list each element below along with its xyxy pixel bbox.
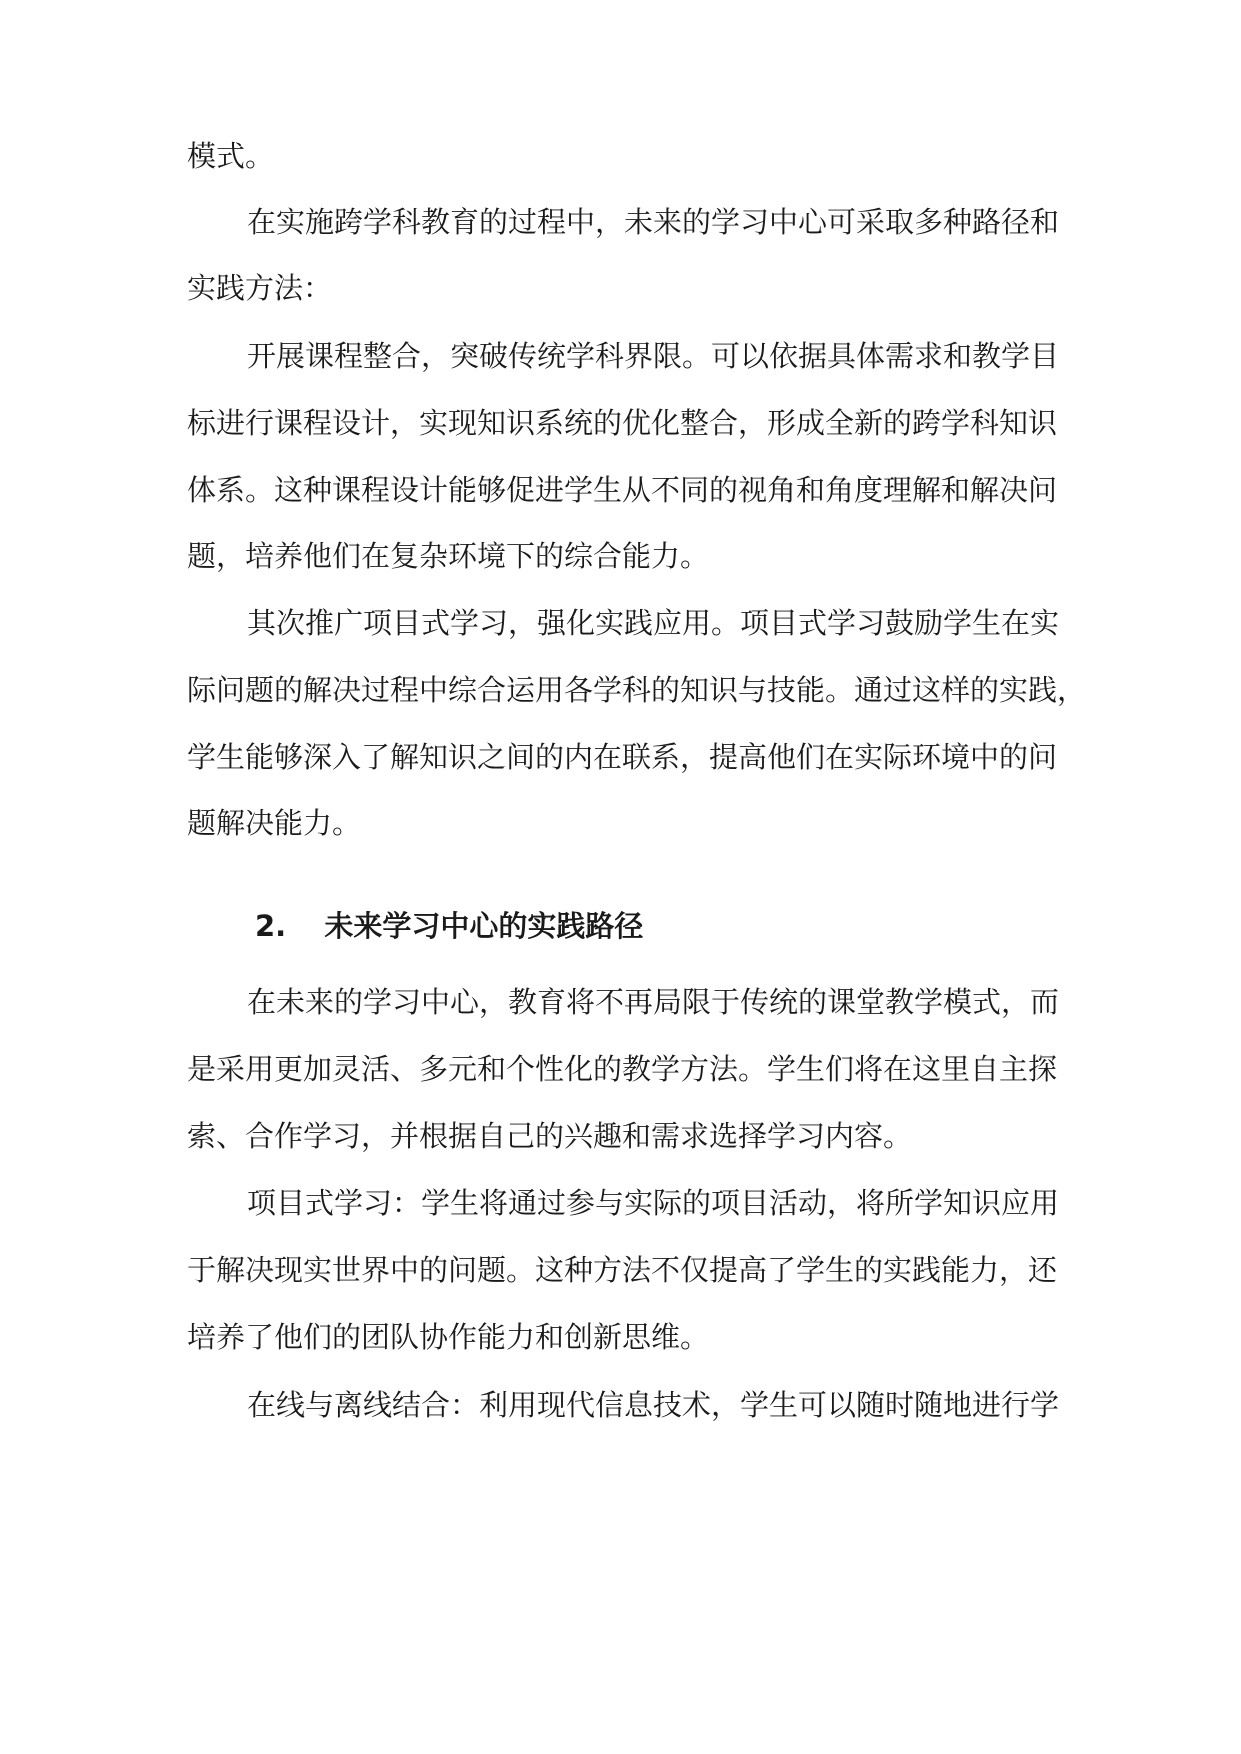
paragraph-line: 学生能够深入了解知识之间的内在联系，提高他们在实际环境中的问 <box>187 740 1058 774</box>
paragraph-line: 际问题的解决过程中综合运用各学科的知识与技能。通过这样的实践， <box>187 673 1087 707</box>
paragraph-line: 在未来的学习中心，教育将不再局限于传统的课堂教学模式，而 <box>247 985 1060 1019</box>
paragraph-line: 题解决能力。 <box>187 806 362 840</box>
paragraph-line: 体系。这种课程设计能够促进学生从不同的视角和角度理解和解决问 <box>187 473 1058 507</box>
paragraph-line: 项目式学习：学生将通过参与实际的项目活动，将所学知识应用 <box>247 1186 1060 1220</box>
paragraph-line: 是采用更加灵活、多元和个性化的教学方法。学生们将在这里自主探 <box>187 1052 1058 1086</box>
paragraph-line: 在线与离线结合：利用现代信息技术，学生可以随时随地进行学 <box>247 1388 1060 1422</box>
section-heading-title: 未来学习中心的实践路径 <box>324 909 644 943</box>
paragraph-line: 开展课程整合，突破传统学科界限。可以依据具体需求和教学目 <box>247 339 1060 373</box>
section-heading-number: 2. <box>255 909 287 943</box>
paragraph-line: 模式。 <box>187 139 275 173</box>
paragraph-line: 培养了他们的团队协作能力和创新思维。 <box>187 1320 710 1354</box>
paragraph-line: 标进行课程设计，实现知识系统的优化整合，形成全新的跨学科知识 <box>187 406 1058 440</box>
paragraph-line: 题，培养他们在复杂环境下的综合能力。 <box>187 539 710 573</box>
paragraph-line: 索、合作学习，并根据自己的兴趣和需求选择学习内容。 <box>187 1119 913 1153</box>
section-heading <box>255 906 1055 946</box>
paragraph-line: 在实施跨学科教育的过程中，未来的学习中心可采取多种路径和 <box>247 205 1060 239</box>
paragraph-line: 实践方法： <box>187 271 333 305</box>
paragraph-line: 于解决现实世界中的问题。这种方法不仅提高了学生的实践能力，还 <box>187 1253 1058 1287</box>
paragraph-line: 其次推广项目式学习，强化实践应用。项目式学习鼓励学生在实 <box>247 606 1060 640</box>
